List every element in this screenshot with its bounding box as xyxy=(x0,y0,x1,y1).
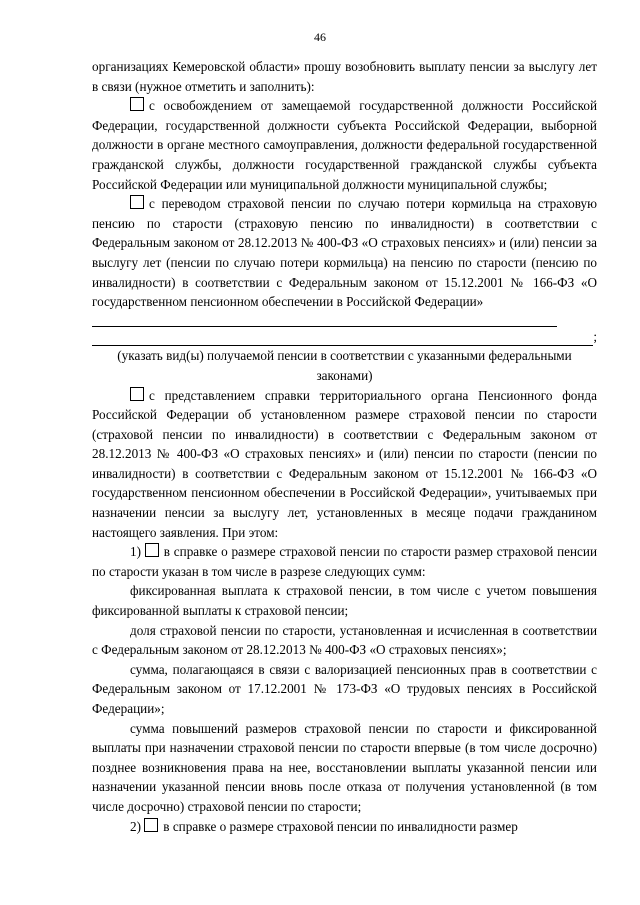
option-1-checkbox[interactable] xyxy=(130,97,144,111)
page-number: 46 xyxy=(314,30,326,44)
sub-item-1-checkbox[interactable] xyxy=(145,543,159,557)
pension-type-fill-line-2[interactable] xyxy=(92,331,593,346)
option-1-paragraph xyxy=(92,96,597,194)
option-3-paragraph xyxy=(92,386,597,543)
list-item-valorization: сумма, полагающаяся в связи с валоризацией пенсионных прав в соответствии с Федеральным законом от 17.12.2001 № 173-ФЗ «О трудовых пенсиях в Российской Федерации»; xyxy=(92,661,597,716)
sub-item-2-number: 2) xyxy=(130,818,141,834)
option-2-text: с переводом страховой пенсии по случаю потери кормильца на страховую пенсию по старости (страховую пенсию по инвалидности) в соответствии с Федеральным законом от 28.12.2013 № 400-ФЗ «О страховых пенсиях» и (или) пенсии за выслугу лет (пенсии по случаю потери кормильца) на пенсию по старости (пенсию по инвалидности) в соответствии с Федеральным законом от 15.12.2001 № 166-ФЗ «О государственном пенсионном обеспечении в Российской Федерации» xyxy=(92,196,597,310)
intro-paragraph: организациях Кемеровской области» прошу возобновить выплату пенсии за выслугу лет в связи (нужное отметить и заполнить): xyxy=(92,59,597,94)
option-2-paragraph xyxy=(92,194,597,312)
sub-item-2-paragraph xyxy=(92,817,597,837)
list-item-increases: сумма повышений размеров страховой пенсии по старости и фиксированной выплаты при назначении страховой пенсии по старости впервые (в том числе досрочно) позднее возникновения права на нее, восстановлении выплаты указанной пенсии или назначении указанной пенсии вновь после отказа от получения установленной (в том числе досрочно) страховой пенсии по старости; xyxy=(92,720,597,814)
pension-type-caption: (указать вид(ы) получаемой пенсии в соответствии с указанными федеральными законами) xyxy=(117,348,572,383)
pension-type-fill-line-1[interactable] xyxy=(92,312,557,327)
fill-line-end: ; xyxy=(593,328,597,344)
pension-type-fill-row-2 xyxy=(92,327,597,347)
sub-item-2-text: в справке о размере страховой пенсии по инвалидности размер xyxy=(163,818,518,834)
sub-item-1-number: 1) xyxy=(130,544,141,560)
sub-item-1-text: в справке о размере страховой пенсии по старости размер страховой пенсии по старости указан в том числе в разрезе следующих сумм: xyxy=(92,544,598,579)
sub-item-2-checkbox[interactable] xyxy=(144,818,158,832)
option-3-text: с представлением справки территориального органа Пенсионного фонда Российской Федерации об установленном размере страховой пенсии по старости (страховой пенсии по инвалидности) в соответствии с Федеральным законом от 28.12.2013 № 400-ФЗ «О страховых пенсиях» и (или) пенсии по старости (пенсии по инвалидности) в соответствии с Федеральным законом от 15.12.2001 № 166-ФЗ «О государственном пенсионном обеспечении в Российской Федерации», учитываемых при назначении пенсии за выслугу лет, установленных в месяце подачи гражданином настоящего заявления. При этом: xyxy=(92,387,597,540)
list-item-pension-share: доля страховой пенсии по старости, установленная и исчисленная в соответствии с Федеральным законом от 28.12.2013 № 400-ФЗ «О страховых пенсиях»; xyxy=(92,622,597,658)
option-2-checkbox[interactable] xyxy=(130,195,144,209)
document-body xyxy=(92,57,597,836)
option-1-text: с освобождением от замещаемой государственной должности Российской Федерации, государственной должности субъекта Российской Федерации, выборной должности в органе местного самоуправления, должности федеральной государственной гражданской службы, должности государственной гражданской службы субъекта Российской Федерации или муниципальной должности муниципальной службы; xyxy=(92,98,597,192)
option-3-checkbox[interactable] xyxy=(130,387,144,401)
list-item-fixed-payment: фиксированная выплата к страховой пенсии, в том числе с учетом повышения фиксированной выплаты к страховой пенсии; xyxy=(92,583,597,619)
sub-item-1-paragraph xyxy=(92,542,597,581)
